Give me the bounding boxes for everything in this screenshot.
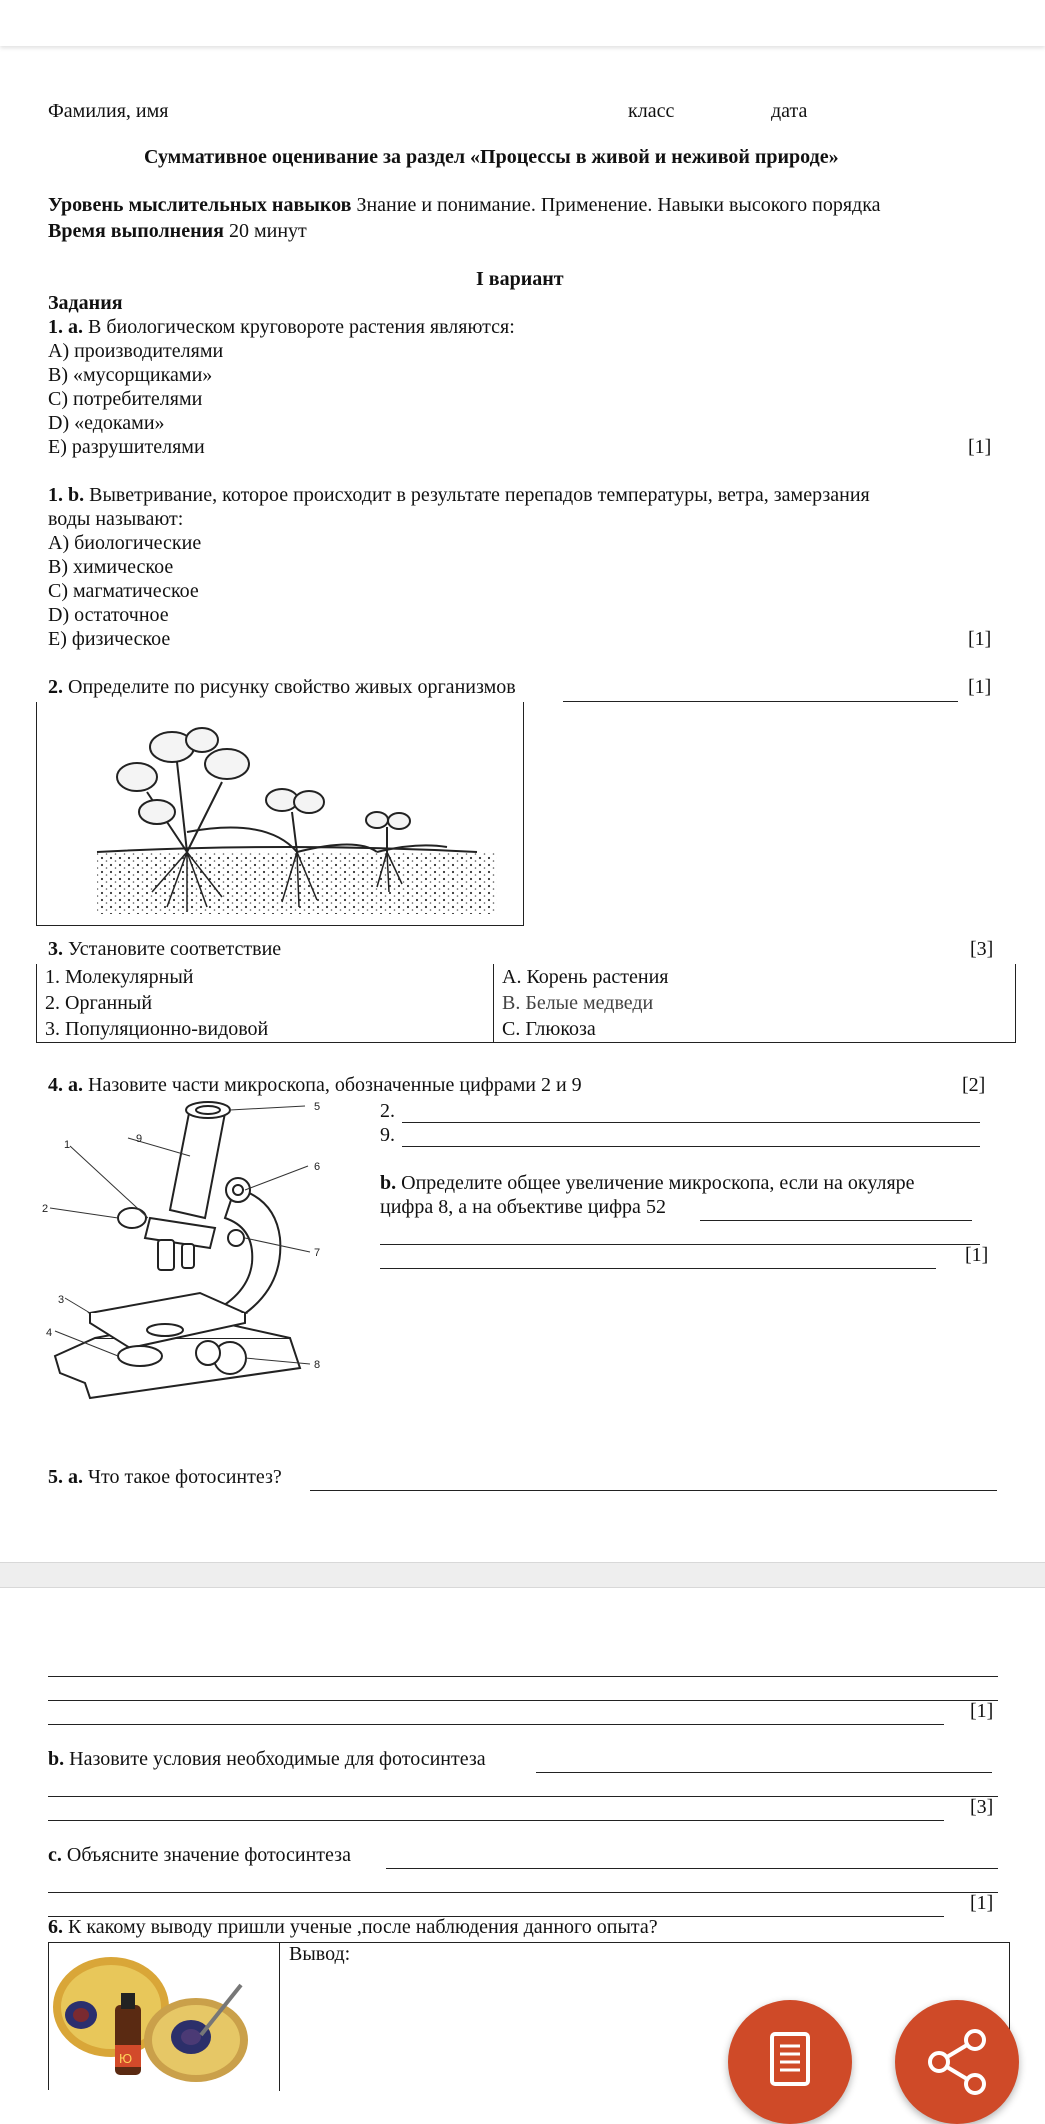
level-value: Знание и понимание. Применение. Навыки высокого порядка <box>356 194 881 216</box>
class-label: класс <box>628 100 675 122</box>
q4b-text-line2: цифра 8, а на объективе цифра 52 <box>380 1196 666 1218</box>
q5b-number: b. <box>48 1748 65 1770</box>
q5c-question <box>48 1844 351 1867</box>
q6-table <box>48 1942 1010 2090</box>
q2-score: [1] <box>968 676 992 698</box>
microscope-figure <box>40 1098 340 1420</box>
q4-number: 4. а. <box>48 1074 83 1096</box>
q1b-option-d: D) остаточное <box>48 604 169 626</box>
q4-text: Назовите части микроскопа, обозначенные цифрами 2 и 9 <box>88 1074 582 1096</box>
q1b-option-e: E) физическое <box>48 628 171 650</box>
q5c-number: c. <box>48 1844 62 1866</box>
q5b-text: Назовите условия необходимые для фотосинтеза <box>69 1748 486 1770</box>
q2-text: Определите по рисунку свойство живых организмов <box>68 676 516 698</box>
q2-answer-line <box>563 701 958 702</box>
q5a-answer-line <box>48 1676 998 1677</box>
microscope-illustration <box>40 1098 340 1420</box>
microscope-label-8: 8 <box>314 1359 321 1371</box>
microscope-label-1: 1 <box>64 1139 71 1151</box>
q1a-question <box>48 316 515 339</box>
document-icon <box>728 2000 852 2124</box>
q4b-answer-line-inline <box>700 1220 972 1221</box>
q4b-question <box>380 1172 915 1195</box>
answer-label-9: 9. <box>380 1124 395 1146</box>
q1b-option-a: A) биологические <box>48 532 202 554</box>
q4b-answer-line <box>380 1244 980 1245</box>
q5a-answer-line <box>48 1700 998 1701</box>
q4b-text: Определите общее увеличение микроскопа, если на окуляре <box>401 1172 915 1194</box>
q4b-number: b. <box>380 1172 397 1194</box>
q5b-answer-line <box>536 1772 992 1773</box>
q1b-text-line2: воды называют: <box>48 508 184 530</box>
q1a-option-b: B) «мусорщиками» <box>48 364 213 386</box>
q1b-option-b: B) химическое <box>48 556 174 578</box>
share-icon <box>895 2000 1019 2124</box>
matching-left-cell: 1. Молекулярный <box>37 964 494 990</box>
q6-number: 6. <box>48 1916 63 1938</box>
q5a-answer-line <box>48 1724 944 1725</box>
q5a-answer-line <box>310 1490 997 1491</box>
microscope-label-3: 3 <box>58 1294 65 1306</box>
answer-line-2 <box>402 1122 980 1123</box>
q5b-question <box>48 1748 486 1771</box>
page-title: Суммативное оценивание за раздел «Процессы в живой и неживой природе» <box>144 146 839 168</box>
microscope-label-7: 7 <box>314 1247 321 1259</box>
date-label: дата <box>771 100 808 122</box>
matching-left-cell: 3. Популяционно-видовой <box>37 1016 494 1043</box>
time-row <box>48 220 307 243</box>
q1b-text: Выветривание, которое происходит в результате перепадов температуры, ветра, замерзания <box>89 484 870 506</box>
matching-left-cell: 2. Органный <box>37 990 494 1016</box>
matching-right-cell: C. Глюкоза <box>494 1016 1016 1043</box>
q1a-option-a: A) производителями <box>48 340 224 362</box>
q5b-answer-line <box>48 1820 944 1821</box>
q5c-answer-line <box>48 1892 998 1893</box>
q2-number: 2. <box>48 676 63 698</box>
q5b-score: [3] <box>970 1796 994 1818</box>
microscope-label-5: 5 <box>314 1101 321 1113</box>
q1a-option-d: D) «едоками» <box>48 412 165 434</box>
q6-text: К какому выводу пришли ученые ,после наблюдения данного опыта? <box>68 1916 658 1938</box>
q1b-question <box>48 484 870 507</box>
q5a-number: 5. а. <box>48 1466 83 1488</box>
strawberry-figure <box>36 702 524 926</box>
tasks-heading: Задания <box>48 292 123 314</box>
q6-question <box>48 1916 658 1939</box>
bread-iodine-photo <box>51 1945 251 2089</box>
matching-table <box>36 964 1016 1043</box>
q1a-text: В биологическом круговороте растения являются: <box>88 316 515 338</box>
q5a-text: Что такое фотосинтез? <box>88 1466 282 1488</box>
q1b-score: [1] <box>968 628 992 650</box>
q1b-number: 1. b. <box>48 484 85 506</box>
time-label: Время выполнения <box>48 220 224 242</box>
q1a-score: [1] <box>968 436 992 458</box>
q3-number: 3. <box>48 938 63 960</box>
q4-score: [2] <box>962 1074 986 1096</box>
page-separator <box>0 1562 1045 1588</box>
q5a-question <box>48 1466 282 1489</box>
microscope-label-6: 6 <box>314 1161 321 1173</box>
q5c-answer-line <box>386 1868 998 1869</box>
q5c-text: Объясните значение фотосинтеза <box>66 1844 351 1866</box>
q1b-option-c: C) магматическое <box>48 580 199 602</box>
time-value: 20 минут <box>228 220 307 242</box>
q6-table-divider <box>279 1943 280 2091</box>
answer-line-9 <box>402 1146 980 1147</box>
level-row <box>48 194 881 217</box>
matching-row <box>37 1016 1016 1043</box>
q1a-option-c: C) потребителями <box>48 388 203 410</box>
q4b-answer-line <box>380 1268 936 1269</box>
conclusion-label: Вывод: <box>289 1943 351 1965</box>
matching-row <box>37 964 1016 990</box>
variant-heading: I вариант <box>476 268 564 290</box>
q4b-score: [1] <box>965 1244 989 1266</box>
q5c-score: [1] <box>970 1892 994 1914</box>
q3-text: Установите соответствие <box>68 938 282 960</box>
q5a-score: [1] <box>970 1700 994 1722</box>
q3-question <box>48 938 281 961</box>
level-label: Уровень мыслительных навыков <box>48 194 352 216</box>
strawberry-plant-illustration <box>37 702 523 924</box>
q3-score: [3] <box>970 938 994 960</box>
q5b-answer-line <box>48 1796 998 1797</box>
bottle-label: Ю <box>119 2051 133 2066</box>
matching-row <box>37 990 1016 1016</box>
q1a-option-e: E) разрушителями <box>48 436 205 458</box>
top-bar <box>0 0 1045 46</box>
q1a-number: 1. а. <box>48 316 83 338</box>
name-label: Фамилия, имя <box>48 100 169 122</box>
share-button[interactable] <box>895 2000 1019 2124</box>
document-button[interactable] <box>728 2000 852 2124</box>
answer-label-2: 2. <box>380 1100 395 1122</box>
microscope-label-9: 9 <box>136 1133 143 1145</box>
matching-right-cell: B. Белые медведи <box>494 990 1016 1016</box>
microscope-label-4: 4 <box>46 1327 53 1339</box>
matching-right-cell: A. Корень растения <box>494 964 1016 990</box>
microscope-label-2: 2 <box>42 1203 49 1215</box>
q4-question <box>48 1074 582 1097</box>
q2-question <box>48 676 516 699</box>
